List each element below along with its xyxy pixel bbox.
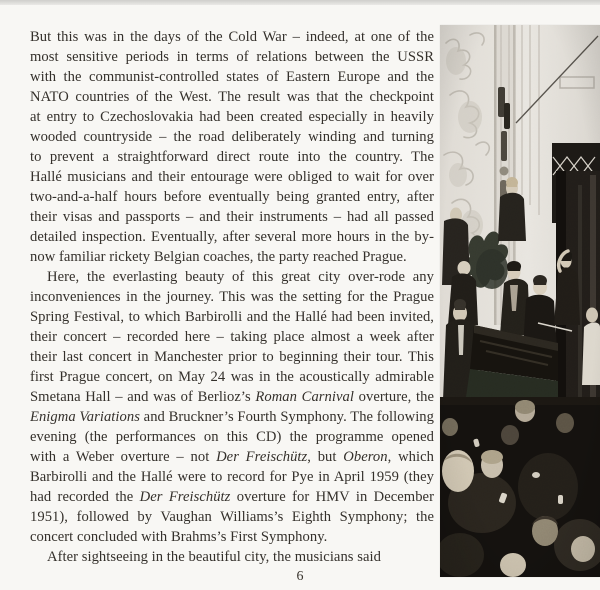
text-line: Spring Festival, to which Barbirolli and the Hallé had been invited, <box>30 309 434 325</box>
text-line: Hallé musicians and their entourage were obliged to wait for over <box>30 169 434 185</box>
article <box>30 27 434 567</box>
page-top-edge <box>0 0 600 5</box>
text-line: most sensitive periods in terms of relations between the USSR <box>30 49 434 65</box>
page-number: 6 <box>296 569 304 584</box>
text-line: Barbirolli and the Hallé were to record for Pye in April 1959 (they <box>30 469 434 485</box>
concert-hall-photo <box>440 25 600 577</box>
text-line: inconveniences in the journey. This was the setting for the Prague <box>30 289 434 305</box>
text-line: first Prague concert, on May 24 was in the acoustically admirable <box>30 369 434 385</box>
concert-hall-photo-image <box>440 25 600 577</box>
text-line: 1951), followed by Vaughan Williams’s Eighth Symphony; the <box>30 509 434 525</box>
text-line: Here, the everlasting beauty of this great city over-rode any <box>47 269 434 285</box>
photo-grain <box>440 25 600 577</box>
text-line: their last concert in Manchester prior to beginning their tour. This <box>30 349 434 365</box>
text-line: evening (the performances on this CD) the programme opened <box>30 429 434 445</box>
text-line: Smetana Hall – and was of Berlioz’s Roman Carnival overture, the <box>30 389 434 405</box>
text-line: wooded countryside – the road deliberately winding and turning <box>30 129 434 145</box>
text-line: But this was in the days of the Cold War – indeed, at one of the <box>30 29 434 45</box>
text-line: their visas and passports – and their instruments – had all passed <box>30 209 434 225</box>
text-line: two-and-a-half hours before eventually being granted entry, after <box>30 189 434 205</box>
text-line: to prevent a straightforward direct route into the country. The <box>30 149 434 165</box>
text-line: had recorded the Der Freischütz overture for HMV in December <box>30 489 434 505</box>
text-line: with a Weber overture – not Der Freischütz, but Oberon, which <box>30 449 434 465</box>
text-line: NATO countries of the West. The result was that the checkpoint <box>30 89 434 105</box>
text-line: with the communist-controlled states of Eastern Europe and the <box>30 69 434 85</box>
text-line: their concert – recorded here – taking place almost a week after <box>30 329 434 345</box>
text-line: at entry to Czechoslovakia had been created especially in heavily <box>30 109 434 125</box>
text-line: concert concluded with Brahms’s First Symphony. <box>30 529 328 545</box>
text-line: detailed inspection. Eventually, after several more hours in the by- <box>30 229 434 245</box>
text-line: Enigma Variations and Bruckner’s Fourth Symphony. The following <box>30 409 434 425</box>
text-line: now familiar rickety Belgian coaches, the party reached Prague. <box>30 249 407 265</box>
text-line: After sightseeing in the beautiful city, the musicians said <box>47 549 381 565</box>
